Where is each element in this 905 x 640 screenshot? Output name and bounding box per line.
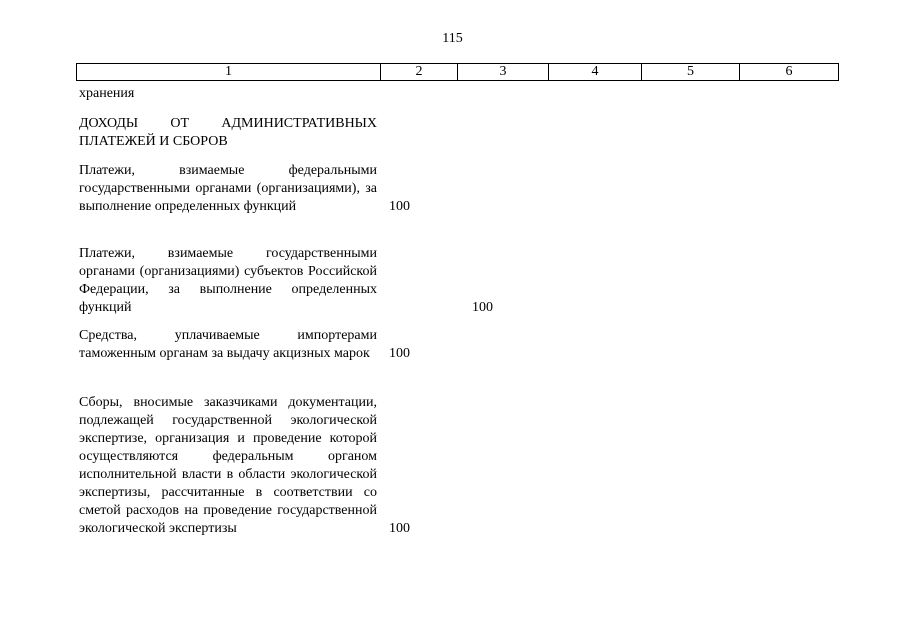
page-number: 115 [442, 31, 463, 46]
row-text: ДОХОДЫ ОТ АДМИНИСТРАТИВНЫХ ПЛАТЕЖЕЙ И СБОРОВ [79, 116, 377, 149]
table-row [79, 85, 377, 103]
row-text: Сборы, вносимые заказчиками документации, подлежащей государственной экологической экспертизе, организация и проведение которой осуществляются федеральным органом исполнительной власти в области экологической экспертизы, рассчитанные в соответствии со сметой расходов на проведение государственной экологической экспертизы [79, 395, 377, 536]
header-col-3: 3 [458, 64, 549, 81]
table-row [79, 245, 493, 317]
section-heading [79, 115, 377, 151]
row-text: хранения [79, 86, 135, 101]
table-row [79, 394, 410, 538]
row-text: Средства, уплачиваемые импортерами таможенным органам за выдачу акцизных марок [79, 328, 377, 361]
header-col-4: 4 [549, 64, 642, 81]
row-text: Платежи, взимаемые государственными органами (организациями) субъектов Российской Федерации, за выполнение определенных функций [79, 246, 377, 315]
header-col-2: 2 [381, 64, 458, 81]
row-value-col-2: 100 [389, 521, 410, 536]
table-row [79, 162, 410, 216]
header-col-5: 5 [642, 64, 740, 81]
row-value-col-3: 100 [472, 300, 493, 315]
table-row [79, 327, 410, 363]
column-number-header [76, 63, 839, 81]
header-col-1: 1 [77, 64, 381, 81]
header-row [77, 64, 839, 81]
row-value-col-2: 100 [389, 346, 410, 361]
row-text: Платежи, взимаемые федеральными государственными органами (организациями), за выполнение определенных функций [79, 163, 377, 214]
row-value-col-2: 100 [389, 199, 410, 214]
header-col-6: 6 [740, 64, 839, 81]
